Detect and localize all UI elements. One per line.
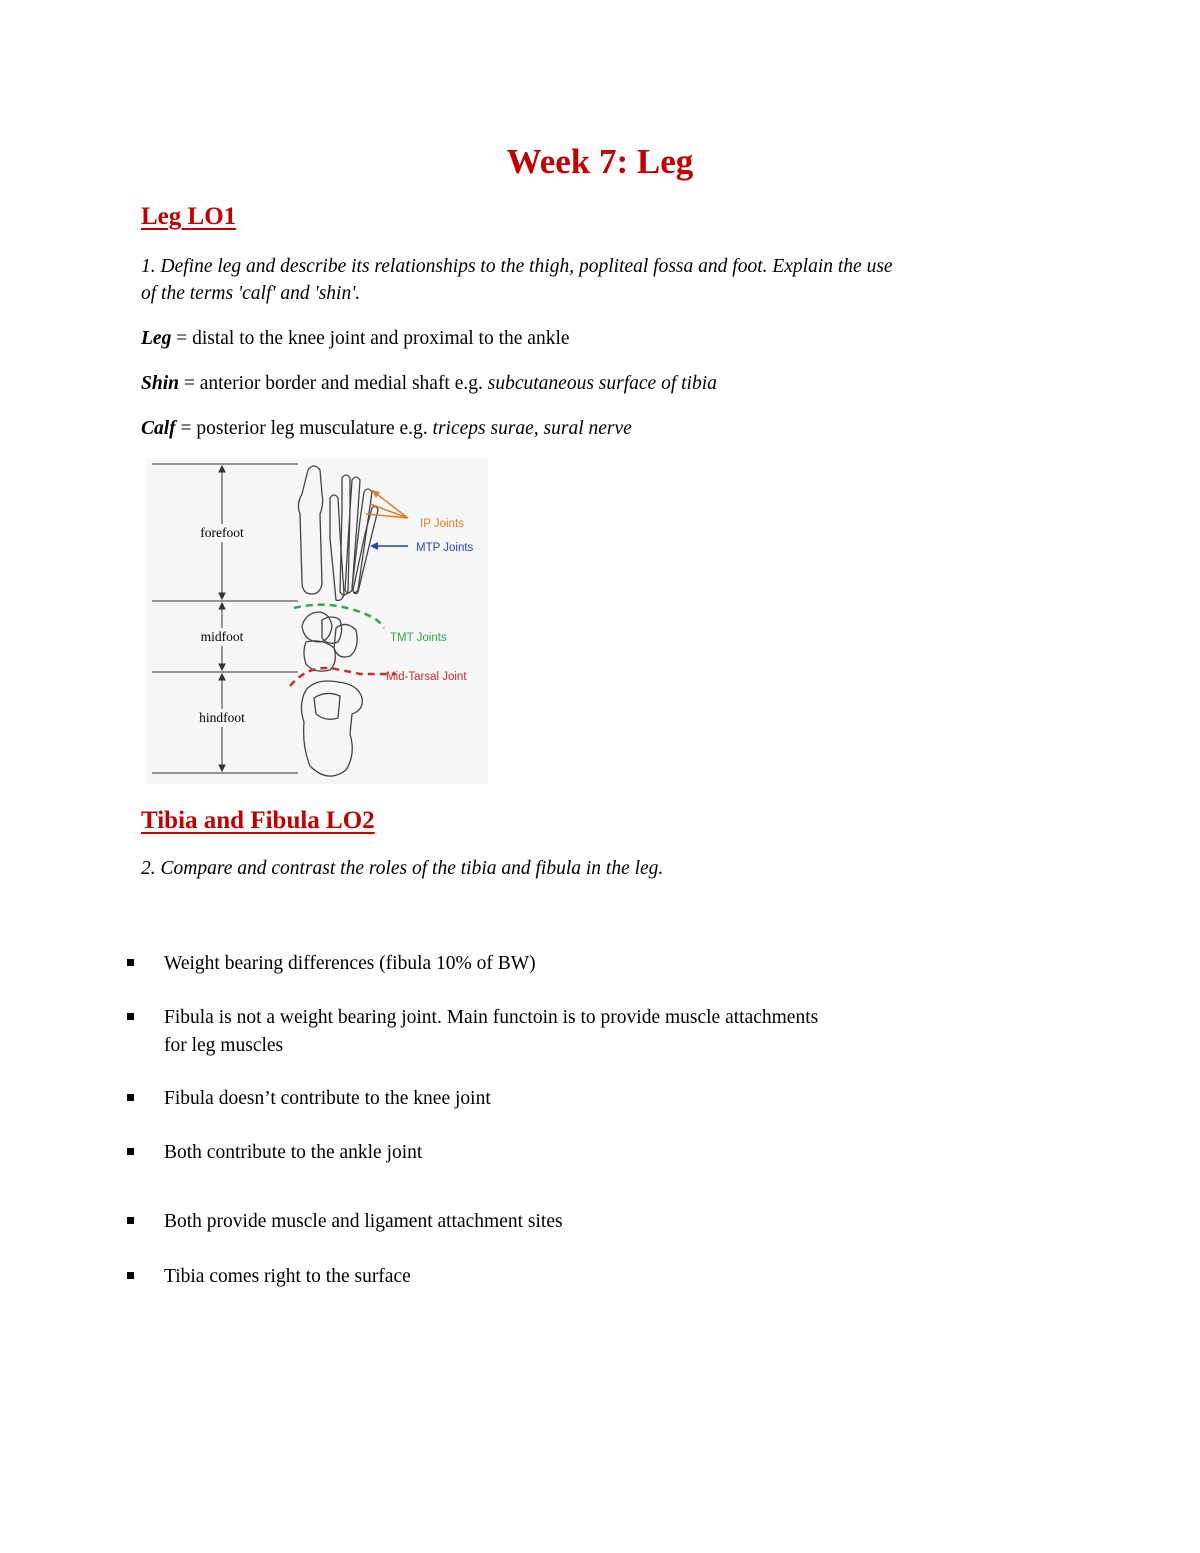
definition-term: Leg — [141, 328, 172, 349]
bullet-icon — [127, 1094, 134, 1101]
list-item-text: Fibula doesn’t contribute to the knee joint — [164, 1088, 491, 1109]
region-label-hindfoot: hindfoot — [199, 710, 245, 725]
foot-diagram-svg — [146, 458, 488, 784]
question-1-line-2: of the terms 'calf' and 'shin'. — [141, 283, 361, 304]
definition-calf — [141, 416, 632, 442]
section-heading-tibia-fibula-lo2: Tibia and Fibula LO2 — [141, 807, 375, 834]
definition-text: anterior border and medial shaft e.g. — [199, 373, 488, 394]
definition-separator: = — [175, 418, 197, 439]
list-item-text: Both provide muscle and ligament attachment sites — [164, 1211, 563, 1232]
definition-example: subcutaneous surface of tibia — [487, 373, 717, 394]
ip-joints-label: IP Joints — [420, 518, 464, 530]
definition-separator: = — [171, 328, 193, 349]
question-1 — [141, 253, 1061, 307]
question-2: 2. Compare and contrast the roles of the tibia and fibula in the leg. — [141, 858, 664, 879]
definition-example: triceps surae, sural nerve — [432, 418, 632, 439]
definition-leg — [141, 326, 570, 352]
region-label-forefoot: forefoot — [200, 525, 244, 540]
bullet-icon — [127, 959, 134, 966]
bullet-icon — [127, 1013, 134, 1020]
tmt-joints-label: TMT Joints — [390, 632, 447, 644]
definition-text: posterior leg musculature e.g. — [196, 418, 433, 439]
question-1-line-1: 1. Define leg and describe its relationships to the thigh, popliteal fossa and foot. Explain the use — [141, 256, 893, 277]
definition-shin — [141, 371, 717, 397]
list-item-text: Weight bearing differences (fibula 10% of BW) — [164, 953, 536, 974]
list-item-text: Tibia comes right to the surface — [164, 1266, 411, 1287]
definition-separator: = — [178, 373, 200, 394]
definition-text: distal to the knee joint and proximal to the ankle — [192, 328, 570, 349]
section-heading-leg-lo1: Leg LO1 — [141, 203, 237, 230]
mtp-joints-label: MTP Joints — [416, 542, 474, 554]
definition-term: Shin — [141, 373, 179, 394]
bullet-icon — [127, 1217, 134, 1224]
bullet-icon — [127, 1148, 134, 1155]
list-item-text: Fibula is not a weight bearing joint. Main functoin is to provide muscle attachments for leg muscles — [164, 1007, 819, 1056]
foot-regions-diagram — [146, 458, 488, 784]
mtp-joints-marker — [370, 542, 408, 550]
definition-term: Calf — [141, 418, 176, 439]
region-label-midfoot: midfoot — [200, 629, 244, 644]
mid-tarsal-joint-label: Mid-Tarsal Joint — [386, 671, 467, 683]
page-title: Week 7: Leg — [506, 142, 694, 181]
foot-bones-illustration — [298, 466, 378, 776]
bullet-icon — [127, 1272, 134, 1279]
list-item-text: Both contribute to the ankle joint — [164, 1142, 423, 1163]
